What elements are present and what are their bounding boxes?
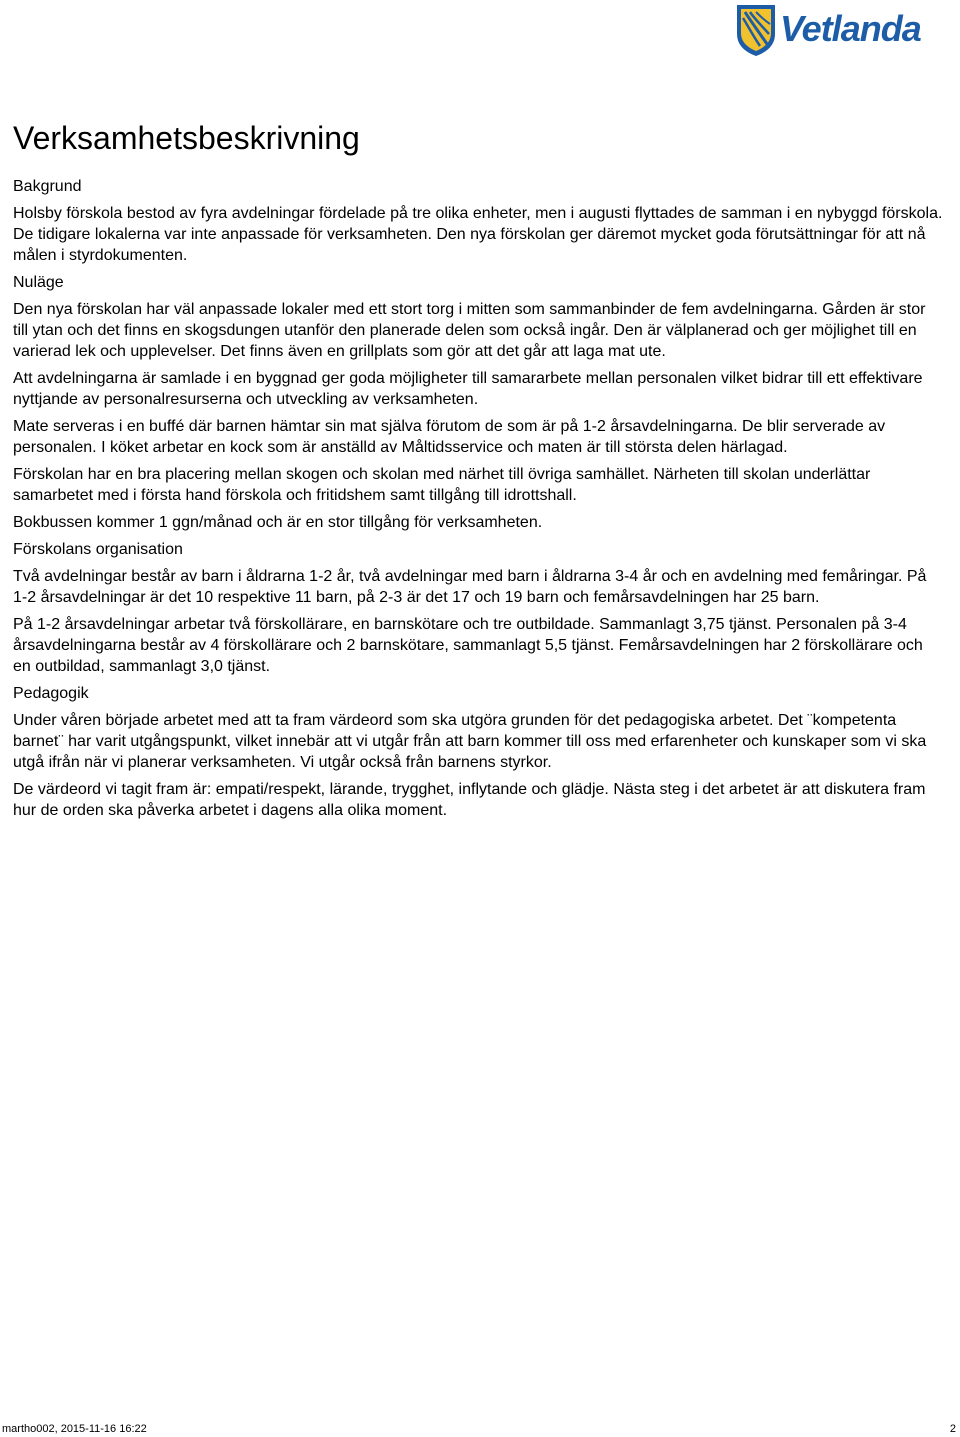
paragraph: Den nya förskolan har väl anpassade lokaler med ett stort torg i mitten som sammanbinder de fem avdelningarna. Gården är stor till ytan och det finns en skogsdungen utanför den planerade delen som också ingår. Den är välplanerad och ger möjlighet till en varierad lek och upplevelser. Det finns även en grillplats som gör att det går att laga mat ute. (13, 301, 926, 360)
paragraph: Att avdelningarna är samlade i en byggnad ger goda möjligheter till samararbete mellan personalen vilket bidrar till ett effektivare nyttjande av personalresurserna och utveckling av verksamheten. (13, 370, 923, 408)
paragraph: På 1-2 årsavdelningar arbetar två förskollärare, en barnskötare och tre outbildade. Sammanlagt 3,75 tjänst. Personalen på 3-4 årsavdelningarna består av 4 förskollärare och 2 barnskötare, sammanlagt 5,5 tjänst. Femårsavdelningen har 2 förskollärare och en outbildad, sammanlagt 3,0 tjänst. (13, 616, 923, 675)
section-heading-bakgrund: Bakgrund (13, 178, 82, 195)
paragraph: De värdeord vi tagit fram är: empati/respekt, lärande, trygghet, inflytande och glädje. Nästa steg i det arbetet är att diskutera fram hur de orden ska påverka arbetet i dagens alla olika moment. (13, 781, 926, 819)
paragraph: Bokbussen kommer 1 ggn/månad och är en stor tillgång för verksamheten. (13, 514, 543, 531)
section-heading-organisation: Förskolans organisation (13, 541, 183, 558)
paragraph: Mate serveras i en buffé där barnen hämtar sin mat själva förutom de som är på 1-2 årsavdelningarna. De blir serverade av personalen. I köket arbetar en kock som är anställd av Måltidsservice och maten är till största delen härlagad. (13, 418, 886, 456)
document-body (13, 118, 943, 827)
paragraph: Två avdelningar består av barn i åldrarna 1-2 år, två avdelningar med barn i åldrarna 3-4 år och en avdelning med femåringar. På 1-2 årsavdelningar är det 10 respektive 11 barn, på 2-3 är det 17 och 19 barn och femårsavdelningen har 25 barn. (13, 568, 927, 606)
section-heading-pedagogik: Pedagogik (13, 685, 89, 702)
vetlanda-logo (736, 4, 926, 58)
paragraph: Förskolan har en bra placering mellan skogen och skolan med närhet till övriga samhället. Närheten till skolan underlättar samarbetet med i första hand förskola och fritidshem samt tillgång till idrottshall. (13, 466, 871, 504)
page-number: 2 (949, 1423, 956, 1435)
coat-of-arms-icon (736, 4, 776, 56)
logo-wordmark: Vetlanda (780, 8, 921, 49)
document-title: Verksamhetsbeskrivning (13, 120, 360, 156)
footer-author-timestamp: martho002, 2015-11-16 16:22 (2, 1423, 147, 1435)
paragraph: Holsby förskola bestod av fyra avdelningar fördelade på tre olika enheter, men i augusti flyttades de samman i en nybyggd förskola. De tidigare lokalerna var inte anpassade för verksamheten. Den nya förskolan ger däremot mycket goda förutsättningar för att nå målen i styrdokumenten. (13, 205, 943, 264)
section-heading-nulage: Nuläge (13, 274, 64, 291)
paragraph: Under våren började arbetet med att ta fram värdeord som ska utgöra grunden för det pedagogiska arbetet. Det ¨kompetenta barnet¨ har varit utgångspunkt, vilket innebär att vi utgår från att barn kommer till oss med erfarenheter och kunskaper som vi ska utgå ifrån när vi planerar verksamheten. Vi utgår också från barnens styrkor. (13, 712, 927, 771)
